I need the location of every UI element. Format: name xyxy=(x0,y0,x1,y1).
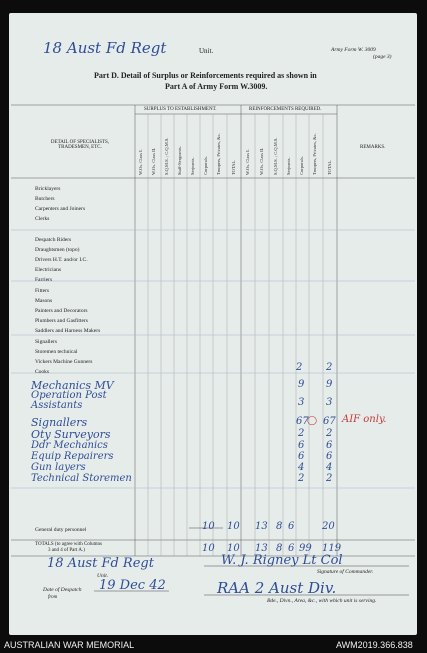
unit-label: Unit. xyxy=(199,47,214,55)
formation-handwritten: RAA 2 Aust Div. xyxy=(217,579,337,597)
row-label: Signallers xyxy=(35,339,57,345)
caption-left: AUSTRALIAN WAR MEMORIAL xyxy=(4,640,135,650)
hw-reinf: 2 xyxy=(298,428,305,439)
gd-cpl: 6 xyxy=(288,521,295,532)
formation-label: Bde., Divn., Area, &c., with which unit is serving. xyxy=(267,598,377,604)
hw-reinf: 67 xyxy=(296,416,309,427)
row-label: Bricklayers xyxy=(35,186,61,192)
row-label: Vickers Machine Gunners xyxy=(35,359,93,365)
row-label: Electricians xyxy=(35,267,61,273)
tot-reinf-troopers: 99 xyxy=(299,543,312,554)
page-number: (page 3) xyxy=(373,54,392,60)
gd-sqms: 13 xyxy=(255,521,268,532)
row-label: Storemen technical xyxy=(35,349,78,355)
col-surplus-wo1: W.Os. Class I. xyxy=(138,149,143,175)
tot-total: 10 xyxy=(227,543,240,554)
row-label: Saddlers and Harness Makers xyxy=(35,328,101,334)
hw-reinf: 9 xyxy=(298,379,305,390)
unit-handwritten: 18 Aust Fd Regt xyxy=(43,39,167,57)
detail-heading: DETAIL OF SPECIALISTS, TRADESMEN, ETC. xyxy=(50,140,110,150)
remarks-heading: REMARKS. xyxy=(360,145,386,150)
tot-reinf-total: 119 xyxy=(322,543,342,554)
hw-total: 4 xyxy=(326,462,333,473)
hw-total: 2 xyxy=(326,473,333,484)
col-reinf-sgt: Serjeants. xyxy=(286,157,291,175)
col-reinf-sqms: S.Q.M.S. ; C.Q.M.S. xyxy=(273,137,278,175)
hw-reinf: 6 xyxy=(298,440,305,451)
part-title-line2: Part A of Army Form W.3009. xyxy=(165,82,268,91)
hw-row-label: Mechanics MV xyxy=(31,379,114,392)
date-label: Date of Despatch xyxy=(43,587,82,593)
hw-total: 6 xyxy=(326,440,333,451)
gd-reinf-total: 20 xyxy=(322,521,335,532)
hw-reinf: 3 xyxy=(298,397,305,408)
caption-right: AWM2019.366.838 xyxy=(336,640,413,650)
hw-row-label: Signallers xyxy=(31,416,88,429)
col-reinf-troopers: Troopers, Privates, &c. xyxy=(312,133,317,175)
hw-total: 2 xyxy=(326,428,333,439)
tot-cpl: 6 xyxy=(288,543,295,554)
row-label: Cooks xyxy=(35,369,50,375)
col-surplus-total: TOTAL. xyxy=(231,159,236,175)
gd-sgt: 8 xyxy=(276,521,283,532)
signature-label: Signature of Commander. xyxy=(317,569,374,575)
commander-signature: W. J. Rigney Lt Col xyxy=(221,553,343,568)
remark-aif-only: AIF only. xyxy=(342,414,387,425)
col-surplus-troopers: Troopers, Privates, &c. xyxy=(216,133,221,175)
col-reinf-wo1: W.Os. Class I. xyxy=(245,149,250,175)
row-label: Masons xyxy=(35,298,53,304)
tot-sgt: 8 xyxy=(276,543,283,554)
col-surplus-sqms: S.Q.M.S. ; C.Q.M.S. xyxy=(164,137,169,175)
gd-total: 10 xyxy=(227,521,240,532)
hw-reinf: 4 xyxy=(298,462,305,473)
footer-unit-label: Unit. xyxy=(97,573,109,579)
row-label: Despatch Riders xyxy=(35,237,72,243)
hw-total: 67 xyxy=(323,416,336,427)
hw-row-label: Technical Storemen xyxy=(31,473,132,484)
hw-row-label: Gun layers xyxy=(31,462,86,473)
hw-total: 6 xyxy=(326,451,333,462)
hw-reinf: 2 xyxy=(298,473,305,484)
col-surplus-staffsgt: Staff-Sergeants. xyxy=(177,146,182,175)
col-reinf-wo2: W.Os. Class II. xyxy=(259,147,264,175)
col-surplus-sgt: Serjeants. xyxy=(190,157,195,175)
hw-row-label: Oty Surveyors xyxy=(31,428,111,441)
caption-bar xyxy=(0,637,427,653)
hw-row-label: Equip Repairers xyxy=(31,451,114,462)
surplus-heading: SURPLUS TO ESTABLISHMENT. xyxy=(144,107,217,112)
gd-troopers: 10 xyxy=(202,521,215,532)
col-surplus-cpl: Corporals. xyxy=(203,156,208,175)
row-label: Farriers xyxy=(35,277,53,283)
row-label: Draughtsmen (topo) xyxy=(35,247,80,253)
reinforcements-heading: REINFORCEMENTS REQUIRED. xyxy=(249,107,322,112)
tot-troopers: 10 xyxy=(202,543,215,554)
footer-unit-handwritten: 18 Aust Fd Regt xyxy=(47,556,154,571)
tot-sqms: 13 xyxy=(255,543,268,554)
hw-total: 3 xyxy=(326,397,333,408)
red-circle-mark: ◯ xyxy=(307,416,318,426)
row-label: Carpenters and Joiners xyxy=(35,206,86,212)
row-label: Clerks xyxy=(35,216,50,222)
hw-reinf: 6 xyxy=(298,451,305,462)
col-surplus-wo2: W.Os. Class II. xyxy=(151,147,156,175)
totals-label-1: TOTALS (to agree with Columns xyxy=(35,542,102,547)
row-label: Butchers xyxy=(35,196,55,202)
row-label: Fitters xyxy=(35,288,50,294)
row-label: Painters and Decorators xyxy=(35,308,88,314)
hw-row-label: Ddr Mechanics xyxy=(31,440,108,451)
form-page xyxy=(9,13,417,635)
date-handwritten: 19 Dec 42 xyxy=(99,578,166,593)
cooks-reinf: 2 xyxy=(296,362,303,373)
part-title-line1: Part D. Detail of Surplus or Reinforcements required as shown in xyxy=(94,71,317,80)
hw-row-label: Operation Post Assistants xyxy=(31,390,107,411)
row-label: Drivers H.T. and/or I.C. xyxy=(35,257,88,263)
hw-total: 9 xyxy=(326,379,333,390)
date-label-from: from xyxy=(48,595,58,600)
col-reinf-total: TOTAL. xyxy=(327,159,332,175)
col-reinf-cpl: Corporals. xyxy=(299,156,304,175)
row-label: Plumbers and Gasfitters xyxy=(35,318,88,324)
form-number: Army Form W. 3009 xyxy=(331,47,376,53)
totals-label-2: 3 and 4 of Part A.) xyxy=(48,548,85,553)
cooks-total: 2 xyxy=(326,362,333,373)
general-duty-label: General duty personnel xyxy=(35,527,87,533)
